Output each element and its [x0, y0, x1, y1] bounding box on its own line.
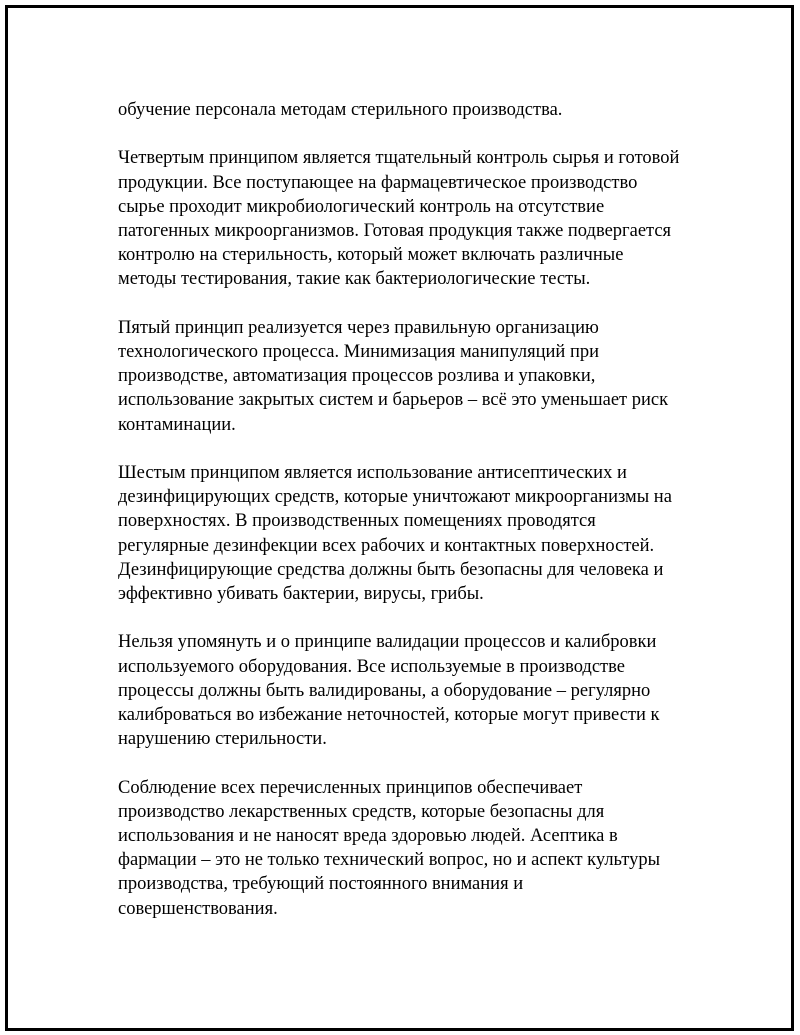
paragraph-5: Нельзя упомянуть и о принципе валидации процессов и калибровки используемого оборудования. Все используемые в производстве процессы должны быть валидированы, а оборудование – регулярно калиброваться во избежание неточностей, которые могут привести к нарушению стерильности. [118, 632, 660, 750]
paragraph-2: Четвертым принципом является тщательный контроль сырья и готовой продукции. Все поступающее на фармацевтическое производство сырье проходит микробиологический контроль на отсутствие патогенных микроорганизмов. Готовая продукция также подвергается контролю на стерильность, который может включать различные методы тестирования, такие как бактериологические тесты. [118, 148, 680, 290]
document-body [118, 98, 718, 945]
page-border [5, 5, 794, 1031]
paragraph-1: обучение персонала методам стерильного производства. [118, 100, 563, 120]
paragraph-4: Шестым принципом является использование антисептических и дезинфицирующих средств, которые уничтожают микроорганизмы на поверхностях. В производственных помещениях проводятся регулярные дезинфекции всех рабочих и контактных поверхностей. Дезинфицирующие средства должны быть безопасны для человека и эффективно убивать бактерии, вирусы, грибы. [118, 463, 672, 605]
paragraph-6: Соблюдение всех перечисленных принципов обеспечивает производство лекарственных средств, которые безопасны для использования и не наносят вреда здоровью людей. Асептика в фармации – это не только технический вопрос, но и аспект культуры производства, требующий постоянного внимания и совершенствования. [118, 777, 661, 919]
paragraph-3: Пятый принцип реализуется через правильную организацию технологического процесса. Минимизация манипуляций при производстве, автоматизация процессов розлива и упаковки, использование закрытых систем и барьеров – всё это уменьшает риск контаминации. [118, 317, 669, 435]
